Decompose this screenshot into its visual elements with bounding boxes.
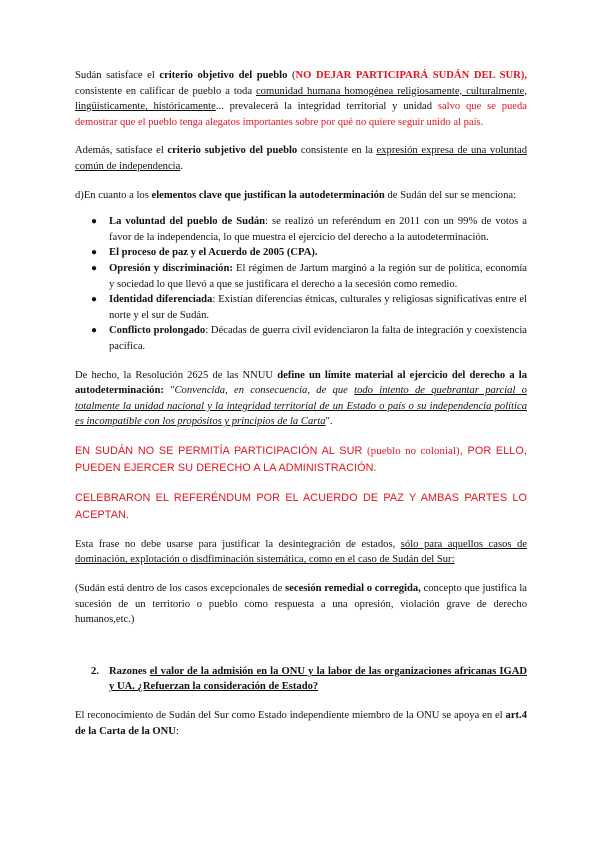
italic-quote: Convencida, en consecuencia, de que [174, 385, 355, 397]
red-text: salvo que se pueda demostrar que el pueblo tenga alegatos importantes sobre por qué no quiere seguir unido al país. [75, 101, 527, 128]
bullet-icon: ● [91, 262, 98, 274]
paragraph-phrase-usage [75, 537, 527, 568]
bold-term: La voluntad del pueblo de Sudán [109, 216, 266, 228]
question-2-heading [75, 664, 527, 695]
text: De hecho, la Resolución 2625 de las NNUU [75, 369, 278, 381]
paragraph-subjective-criterion [75, 143, 527, 174]
text: " [163, 385, 175, 397]
paragraph-remedial-secession [75, 581, 527, 628]
text: , POR ELLO, PUEDEN EJERCER SU DERECHO A LA ADMINISTRACIÓN. [75, 444, 527, 474]
bullet-icon: ● [91, 325, 98, 337]
list-item [75, 214, 527, 245]
bold-term: Opresión y discriminación: [109, 262, 233, 274]
text: concepto que justifica la sucesión de un territorio o pueblo como respuesta a una opresión, violación grave de derecho humanos,etc.) [75, 583, 528, 626]
text: . [180, 160, 183, 172]
list-item [75, 245, 527, 261]
bold-term: secesión remedial o corregida, [285, 583, 421, 595]
list-item [75, 323, 527, 354]
text: Además, satisface el [75, 145, 168, 157]
underlined-text: expresión expresa de una voluntad común de independencia [75, 145, 528, 172]
text: : Existían diferencias étnicas, culturales y religiosas significativas entre el norte y el sur de Sudán. [109, 294, 527, 321]
bold-term: art.4 de la Carta de la ONU [75, 710, 527, 737]
italic-underlined-quote: todo intento de quebrantar parcial o totalmente la unidad nacional y la integridad territorial de un Estado o país o su independencia política es incompatible con los propósitos y principios de la Carta [75, 385, 527, 428]
bold-term: El proceso de paz y el Acuerdo de 2005 (CPA). [109, 247, 318, 259]
text: consistente en calificar de pueblo a toda [75, 85, 256, 97]
text: (Sudán está dentro de los casos excepcionales de [75, 583, 286, 595]
text: consistente en la [297, 145, 377, 157]
text: ". [325, 416, 333, 428]
paragraph-objective-criterion [75, 68, 527, 130]
text: El régimen de Jartum marginó a la región sur de política, economía y sociedad lo que llevó a que se justificara el derecho a la secesión como remedio. [109, 262, 527, 290]
bold-text: Razones [109, 665, 150, 677]
red-note-participation [75, 443, 527, 477]
bullet-icon: ● [91, 216, 98, 228]
paragraph-key-elements [75, 188, 527, 204]
bullet-icon: ● [91, 247, 98, 259]
bullet-icon: ● [91, 294, 98, 306]
text: de Sudán del sur se menciona: [384, 189, 517, 201]
text: Sudán satisface el [75, 70, 160, 81]
text: : [175, 725, 179, 737]
document-page [75, 68, 527, 739]
text: ( [287, 70, 296, 81]
list-item [75, 292, 527, 323]
text: : se realizó un referéndum en 2011 con un 99% de votos a favor de la independencia, lo que muestra el ejercicio del derecho a la autodeterminación. [109, 216, 527, 243]
text: d)En cuanto a los [75, 189, 152, 201]
red-note-referendum: CELEBRARON EL REFERÉNDUM POR EL ACUERDO DE PAZ Y AMBAS PARTES LO ACEPTAN. [75, 491, 527, 521]
text: EN SUDÁN NO SE PERMITÍA PARTICIPACIÓN AL SUR [75, 444, 368, 457]
text: (pueblo no colonial) [367, 444, 460, 457]
question-number: 2. [91, 665, 99, 677]
red-note: NO DEJAR PARTICIPARÁ SUDÁN DEL SUR), [295, 70, 527, 81]
bold-term: criterio objetivo del pueblo [159, 70, 288, 81]
paragraph-un-recognition [75, 708, 527, 739]
bold-underlined-text: el valor de la admisión en la ONU y la labor de las organizaciones africanas IGAD y UA. ¿Refuerzan la consideración de Estado? [109, 665, 527, 693]
list-item [75, 261, 527, 292]
key-elements-list [75, 214, 527, 354]
text: ... prevalecerá la integridad territorial y unidad [215, 101, 438, 113]
text: El reconocimiento de Sudán del Sur como Estado independiente miembro de la ONU se apoya en el [75, 710, 506, 722]
underlined-text: sólo para aquellos casos de dominación, explotación o disdfiminación sistemática, como en el caso de Sudán del Sur: [75, 538, 528, 566]
paragraph-resolution-2625 [75, 368, 527, 430]
bold-term: define un límite material al ejercicio del derecho a la autodeterminación: [75, 369, 527, 397]
bold-term: Conflicto prolongado [109, 325, 206, 337]
bold-term: Identidad diferenciada [109, 294, 213, 306]
bold-term: elementos clave que justifican la autodeterminación [151, 189, 385, 201]
text: : Décadas de guerra civil evidenciaron la falta de integración y coexistencia pacífica. [109, 325, 527, 352]
text: Esta frase no debe usarse para justificar la desintegración de estados, [75, 538, 401, 550]
underlined-text: comunidad humana homogénea religiosamente, culturalmente, lingüísticamente, históricamente [75, 85, 527, 113]
bold-term: criterio subjetivo del pueblo [167, 145, 298, 157]
